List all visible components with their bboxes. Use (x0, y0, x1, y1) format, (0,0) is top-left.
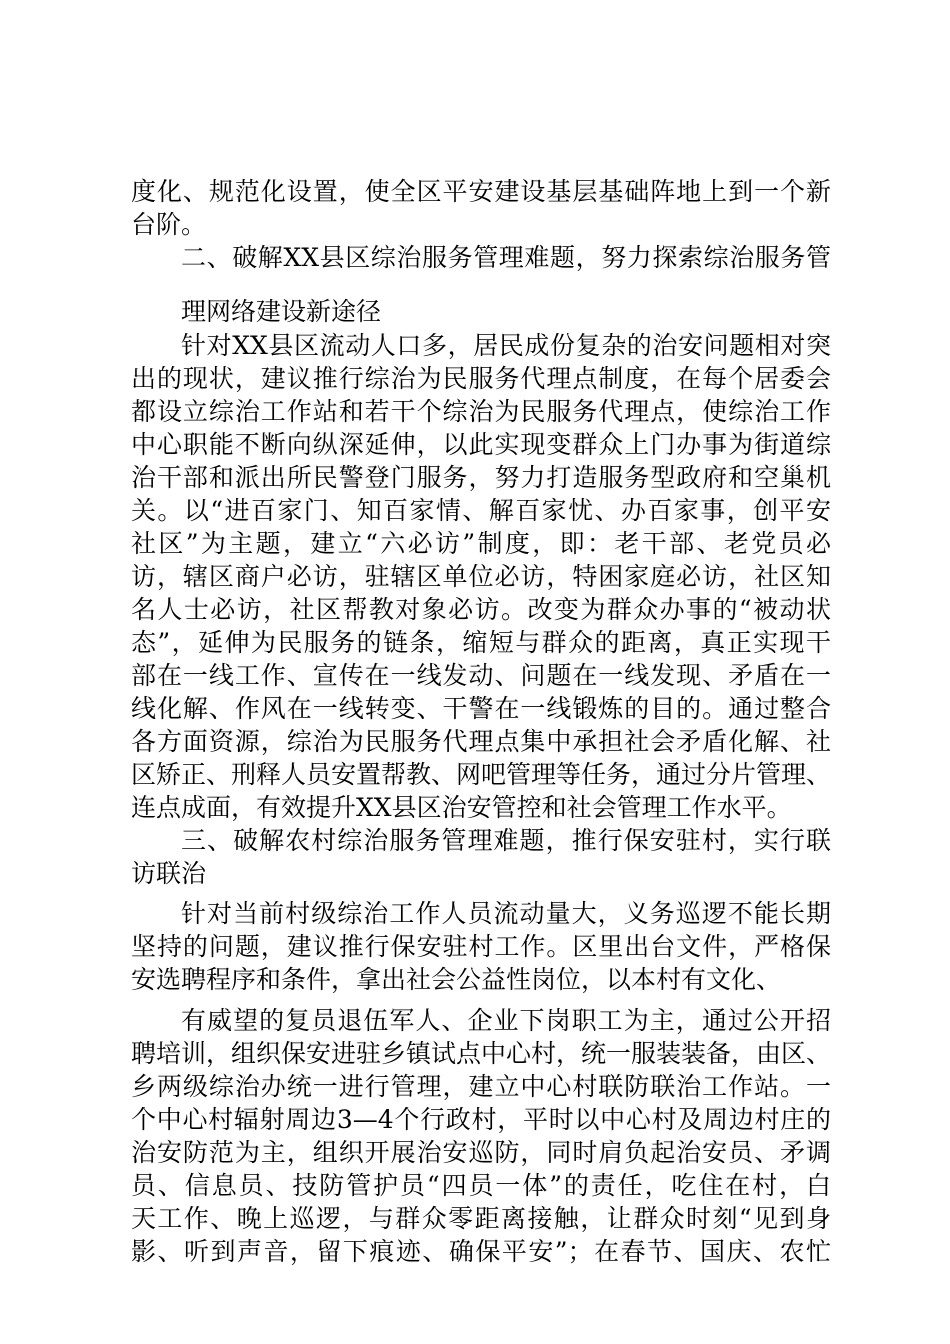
text-line: 各方面资源，综治为民服务代理点集中承担社会矛盾化解、社 (131, 727, 831, 756)
text-line: 针对当前村级综治工作人员流动量大，义务巡逻不能长期 (181, 899, 831, 928)
text-line: 区矫正、刑释人员安置帮教、网吧管理等任务，通过分片管理、 (131, 760, 831, 789)
text-line: 连点成面，有效提升XX县区治安管控和社会管理工作水平。 (131, 793, 792, 822)
text-line: 针对XX县区流动人口多，居民成份复杂的治安问题相对突 (181, 331, 831, 360)
text-line: 安选聘程序和条件，拿出社会公益性岗位，以本村有文化、 (131, 965, 782, 994)
text-line: 有威望的复员退伍军人、企业下岗职工为主，通过公开招 (181, 1006, 831, 1035)
text-line: 态”，延伸为民服务的链条，缩短与群众的距离，真正实现干 (131, 628, 831, 657)
section-heading: 访联治 (131, 859, 207, 888)
text-line: 名人士必访，社区帮教对象必访。改变为群众办事的“被动状 (131, 595, 831, 624)
text-line: 治干部和派出所民警登门服务，努力打造服务型政府和空巢机 (131, 463, 831, 492)
text-line: 访，辖区商户必访，驻辖区单位必访，特困家庭必访，社区知 (131, 562, 831, 591)
text-line: 台阶。 (131, 210, 207, 239)
text-line: 关。以“进百家门、知百家情、解百家忧、办百家事，创平安 (131, 496, 831, 525)
section-heading: 二、破解XX县区综治服务管理难题，努力探索综治服务管 (181, 243, 831, 272)
text-line: 部在一线工作、宣传在一线发动、问题在一线发现、矛盾在一 (131, 661, 831, 690)
text-line: 度化、规范化设置，使全区平安建设基层基础阵地上到一个新 (131, 177, 831, 206)
text-line: 员、信息员、技防管护员“四员一体”的责任，吃住在村，白 (131, 1171, 831, 1200)
text-line: 线化解、作风在一线转变、干警在一线锻炼的目的。通过整合 (131, 694, 831, 723)
text-line: 天工作、晚上巡逻，与群众零距离接触，让群众时刻“见到身 (131, 1204, 831, 1233)
text-line: 治安防范为主，组织开展治安巡防，同时肩负起治安员、矛调 (131, 1138, 831, 1167)
section-heading: 三、破解农村综治服务管理难题，推行保安驻村，实行联 (181, 826, 831, 855)
section-heading: 理网络建设新途径 (181, 297, 382, 326)
text-line: 社区”为主题，建立“六必访”制度，即：老干部、老党员必 (131, 529, 831, 558)
text-line: 中心职能不断向纵深延伸，以此实现变群众上门办事为街道综 (131, 430, 831, 459)
text-line: 乡两级综治办统一进行管理，建立中心村联防联治工作站。一 (131, 1072, 831, 1101)
text-line: 聘培训，组织保安进驻乡镇试点中心村，统一服装装备，由区、 (131, 1039, 831, 1068)
text-line: 影、听到声音，留下痕迹、确保平安”；在春节、国庆、农忙 (131, 1237, 831, 1266)
text-line: 都设立综治工作站和若干个综治为民服务代理点，使综治工作 (131, 397, 831, 426)
text-line: 出的现状，建议推行综治为民服务代理点制度，在每个居委会 (131, 364, 831, 393)
text-line: 个中心村辐射周边3—4个行政村，平时以中心村及周边村庄的 (131, 1105, 831, 1134)
text-line: 坚持的问题，建议推行保安驻村工作。区里出台文件，严格保 (131, 932, 831, 961)
